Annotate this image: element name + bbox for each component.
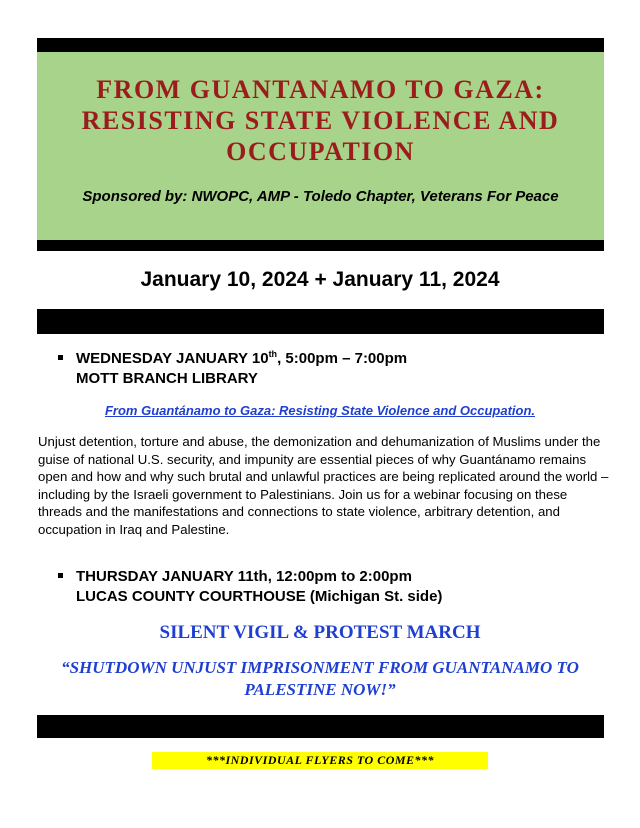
protest-slogan: “SHUTDOWN UNJUST IMPRISONMENT FROM GUANTANAMO TO PALESTINE NOW!”	[61, 658, 579, 699]
bullet-icon	[58, 573, 63, 578]
bullet-icon	[58, 355, 63, 360]
sponsor-line: Sponsored by: NWOPC, AMP - Toledo Chapter, Veterans For Peace	[82, 188, 559, 205]
vigil-title: SILENT VIGIL & PROTEST MARCH	[159, 622, 481, 643]
top-black-bar	[37, 38, 604, 52]
footer-divider-bar	[37, 715, 604, 738]
event-thursday-datetime: THURSDAY JANUARY 11th, 12:00pm to 2:00pm	[76, 568, 412, 585]
event-title: FROM GUANTANAMO TO GAZA: RESISTING STATE VIOLENCE AND OCCUPATION	[81, 75, 560, 166]
event-dates: January 10, 2024 + January 11, 2024	[140, 268, 500, 291]
event-wednesday	[58, 349, 618, 389]
header-panel	[37, 52, 604, 240]
event-thursday-venue: LUCAS COUNTY COURTHOUSE (Michigan St. side)	[76, 588, 443, 605]
flyers-note: ***INDIVIDUAL FLYERS TO COME***	[152, 752, 488, 769]
webinar-description: Unjust detention, torture and abuse, the demonization and dehumanization of Muslims under the guise of national U.S. security, and impunity are essential pieces of why Guantánamo remains open and how and why such brutal and unlawful practices are being replicated around the world – including by the Israeli government to Palestinians. Join us for a webinar focusing on these threads and the manifestations and connections to state violence, arbitrary detention, and occupation in Iraq and Palestine.	[38, 434, 609, 537]
webinar-title-link[interactable]: From Guantánamo to Gaza: Resisting State Violence and Occupation.	[104, 403, 536, 418]
event-wednesday-venue: MOTT BRANCH LIBRARY	[76, 370, 258, 387]
divider-bar	[37, 309, 604, 334]
event-wednesday-datetime: WEDNESDAY JANUARY 10th, 5:00pm – 7:00pm	[76, 349, 408, 367]
event-thursday	[58, 567, 618, 607]
header-bottom-bar	[37, 240, 604, 251]
